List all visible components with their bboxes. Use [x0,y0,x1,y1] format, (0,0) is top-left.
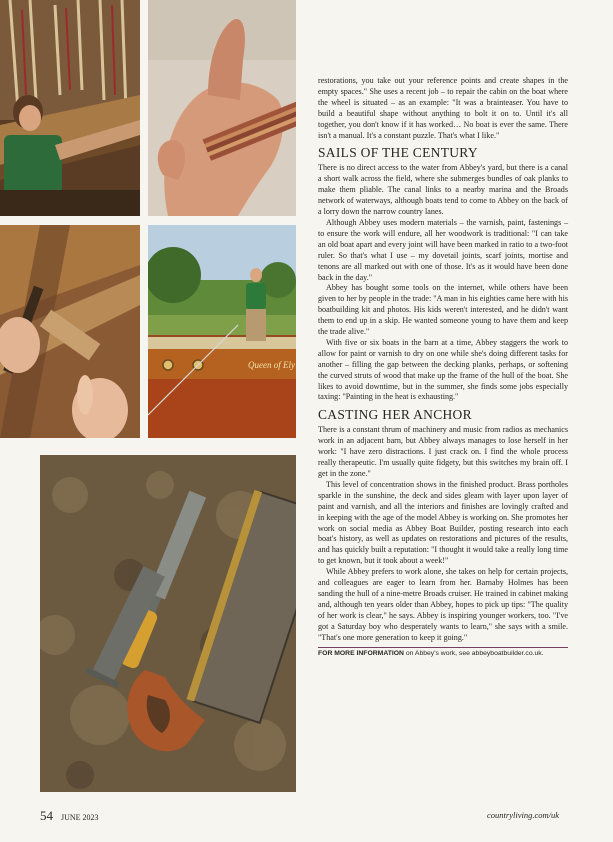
article-paragraph: Although Abbey uses modern materials – the varnish, paint, fastenings – to ensure the work will endure, all her woodwork is traditional: "I can take an old boat apart and every joint will have been marked in ratio to a two-foot ruler. So that's what I use – my dovetail joints, scarf joints, mortise and tenons are all marked out with one of those. It's as it would have been done back in the day." [318,217,568,282]
article-paragraph: Abbey has bought some tools on the internet, while others have been given to her by people in the trade: "A man in his eighties came here with his boatbuilding kit and photos. His kids weren't interested, and he didn't want them to end up in a skip. He wanted someone young to have them and keep the trade alive." [318,283,568,337]
boat-name-text: Queen of Ely [248,360,295,370]
article-paragraph: While Abbey prefers to work alone, she takes on help for certain projects, and colleagues are eager to learn from her. Barnaby Holmes has been sanding the hull of a nine-metre Broads cruiser. He trained in cabinet making and, although ten years older than Abbey, hopes to pick up tips: "The quality of her work is clear," he says. Abbey is inspiring younger workers, too. "I've got a Saturday boy who desperately wants to learn," she says with a smile. "That's one more generation to keep it going." [318,567,568,642]
issue-date: JUNE 2023 [61,813,99,822]
article-paragraph: There is a constant thrum of machinery and music from radios as mechanics work in an adjacent barn, but Abbey always manages to lose herself in her work: "I have zero distractions. I just crack on. I find the whole process really therapeutic. I'm usually quite fidgety, but this switches my brain off. I get in the zone." [318,425,568,478]
photo-hand-planks [148,0,296,216]
article-column [318,76,568,658]
photo-boy-on-boat [148,225,296,438]
site-url: countryliving.com/uk [487,810,559,820]
article-paragraph: With five or six boats in the barn at a time, Abbey staggers the work to allow for paint or varnish to dry on one while she's doing different tasks for another – filling the gap between the decking planks, perhaps, or softening the curved struts of wood that make up the frame of the hull of the boat. She likes to avoid downtime, but in the summer, she finds some jobs especially taxing: "Painting in the heat is exhausting." [318,337,568,402]
more-information-box [318,647,568,659]
photo-hands-tool [0,225,140,438]
page-footer-left [40,808,99,824]
article-paragraph: This level of concentration shows in the finished product. Brass portholes sparkle in the sunshine, the deck and sides gleam with layer upon layer of paint and varnish, and all the interiors and finishes are lovingly crafted and in keeping with the age of the model Abbey is working on. She promotes her work on social media as Abbey Boat Builder, posting research into each boat's history, as well as updates on restorations and pictures of the results, and has quickly built a reputation: "I thought it would take a really long time to get known, but it took about a week!" [318,479,568,566]
page-number: 54 [40,808,53,823]
article-paragraph: There is no direct access to the water from Abbey's yard, but there is a canal a short walk across the field, where she submerges bundles of oak planks to make them pliable. The canal links to a nearby marina and the Broads network of waterways, although boats tend to come to Abbey on the back of a lorry down the narrow country lanes. [318,163,568,217]
more-info-label: FOR MORE INFORMATION [318,649,404,657]
article-paragraph: restorations, you take out your reference points and create shapes in the empty spaces." She uses a recent job – to repair the cabin on the boat where the wheel is situated – as an example: "It was a brainteaser. You have to build a beautiful shape without anything to bolt it on to. Until it's all together, you don't know if it has worked… No boat is ever the same. There isn't a manual. It's a constant puzzle. That's what I like." [318,76,568,140]
section-heading: SAILS OF THE CENTURY [318,145,478,161]
section-heading: CASTING HER ANCHOR [318,407,472,423]
photo-boy-workshop [0,0,140,216]
photo-tools [40,455,296,792]
more-info-text: on Abbey's work, see abbeyboatbuilder.co.uk. [405,649,544,657]
